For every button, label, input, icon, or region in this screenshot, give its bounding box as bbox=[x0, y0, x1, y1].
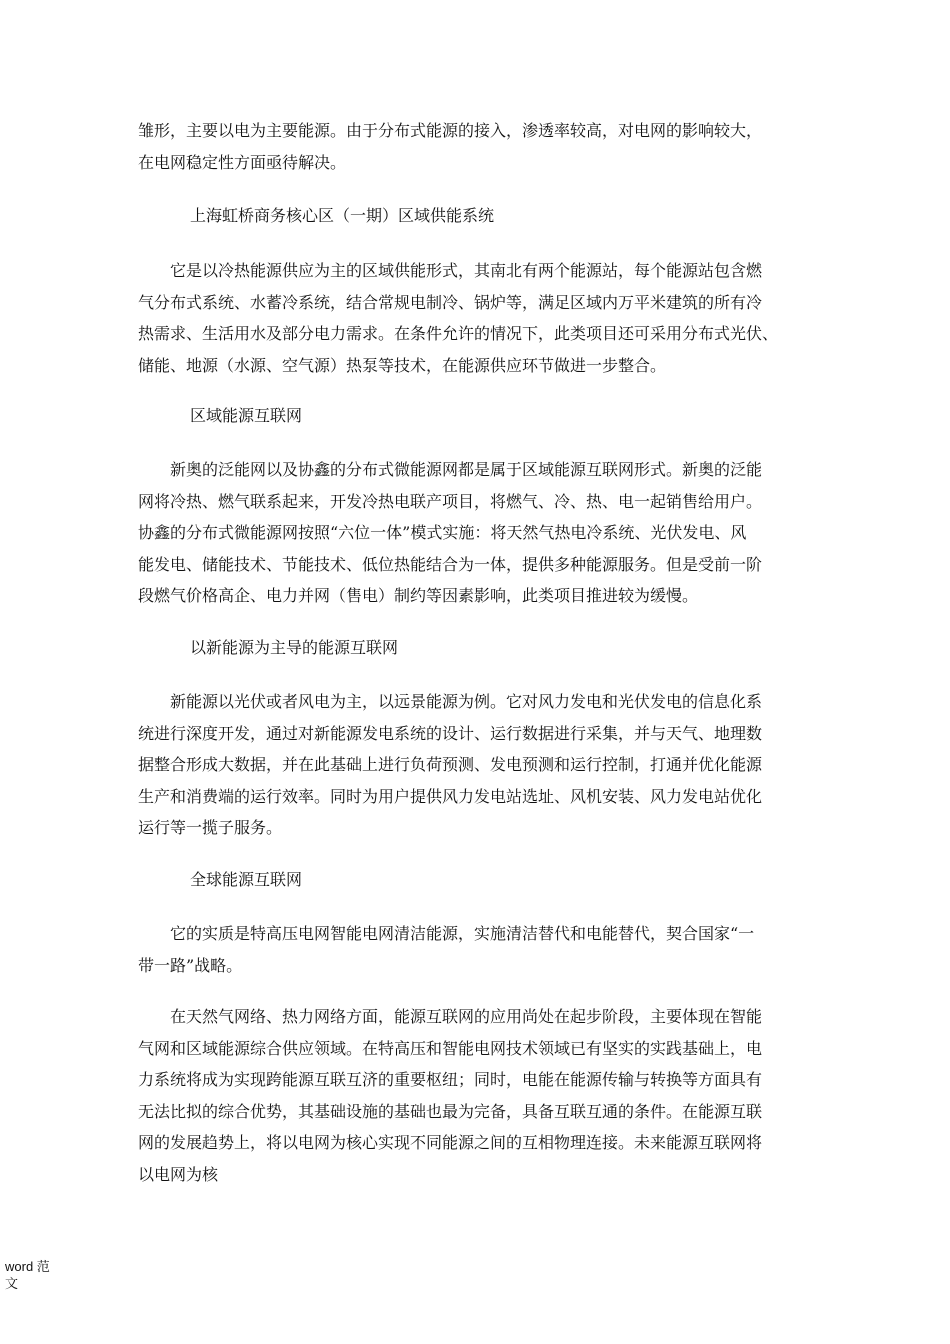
section-heading: 全球能源互联网 bbox=[190, 870, 303, 889]
paragraph bbox=[138, 454, 818, 612]
paragraph bbox=[138, 686, 818, 844]
text-line: 带一路”战略。 bbox=[138, 955, 243, 975]
text-line: 在天然气网络、热力网络方面，能源互联网的应用尚处在起步阶段，主要体现在智能 bbox=[138, 1007, 763, 1026]
section-heading: 上海虹桥商务核心区（一期）区域供能系统 bbox=[190, 206, 495, 225]
paragraph bbox=[138, 918, 818, 981]
text-line: 它的实质是特高压电网智能电网清洁能源，实施清洁替代和电能替代，契合国家“一 bbox=[138, 924, 755, 943]
text-line: 力系统将成为实现跨能源互联互济的重要枢纽；同时，电能在能源传输与转换等方面具有 bbox=[138, 1070, 763, 1089]
section-heading: 以新能源为主导的能源互联网 bbox=[190, 638, 399, 657]
text-line: 段燃气价格高企、电力并网（售电）制约等因素影响，此类项目推进较为缓慢。 bbox=[138, 586, 699, 605]
text-line: 在电网稳定性方面亟待解决。 bbox=[138, 152, 347, 172]
text-line: 能发电、储能技术、节能技术、低位热能结合为一体，提供多种能源服务。但是受前一阶 bbox=[138, 554, 763, 574]
footer-line: 文 bbox=[5, 1276, 19, 1291]
paragraph bbox=[138, 255, 818, 381]
text-line: 它是以冷热能源供应为主的区域供能形式，其南北有两个能源站，每个能源站包含燃 bbox=[138, 261, 763, 280]
text-line: 运行等一揽子服务。 bbox=[138, 818, 283, 837]
text-line: 气分布式系统、水蓄冷系统，结合常规电制冷、锅炉等，满足区域内万平米建筑的所有冷 bbox=[138, 292, 763, 312]
text-line: 热需求、生活用水及部分电力需求。在条件允许的情况下，此类项目还可采用分布式光伏、 bbox=[138, 324, 779, 343]
text-line: 生产和消费端的运行效率。同时为用户提供风力发电站选址、风机安装、风力发电站优化 bbox=[138, 786, 763, 806]
paragraph bbox=[138, 115, 818, 178]
text-line: 雏形，主要以电为主要能源。由于分布式能源的接入，渗透率较高，对电网的影响较大， bbox=[138, 121, 763, 140]
text-line: 网将冷热、燃气联系起来，开发冷热电联产项目，将燃气、冷、热、电一起销售给用户。 bbox=[138, 491, 763, 511]
text-line: 以电网为核 bbox=[138, 1164, 219, 1184]
footer-watermark bbox=[5, 1258, 55, 1292]
paragraph bbox=[138, 1001, 818, 1190]
text-line: 统进行深度开发，通过对新能源发电系统的设计、运行数据进行采集，并与天气、地理数 bbox=[138, 723, 763, 743]
text-line: 协鑫的分布式微能源网按照“六位一体”模式实施：将天然气热电冷系统、光伏发电、风 bbox=[138, 523, 747, 542]
section-heading: 区域能源互联网 bbox=[190, 406, 303, 425]
text-line: 无法比拟的综合优势，其基础设施的基础也最为完备，具备互联互通的条件。在能源互联 bbox=[138, 1101, 763, 1121]
text-line: 据整合形成大数据，并在此基础上进行负荷预测、发电预测和运行控制，打通并优化能源 bbox=[138, 755, 763, 774]
text-line: 新能源以光伏或者风电为主，以远景能源为例。它对风力发电和光伏发电的信息化系 bbox=[138, 692, 763, 711]
text-line: 网的发展趋势上，将以电网为核心实现不同能源之间的互相物理连接。未来能源互联网将 bbox=[138, 1133, 763, 1152]
footer-line: word 范 bbox=[5, 1259, 50, 1274]
text-line: 新奥的泛能网以及协鑫的分布式微能源网都是属于区域能源互联网形式。新奥的泛能 bbox=[138, 460, 763, 479]
text-line: 储能、地源（水源、空气源）热泵等技术，在能源供应环节做进一步整合。 bbox=[138, 355, 667, 375]
text-line: 气网和区域能源综合供应领域。在特高压和智能电网技术领域已有坚实的实践基础上，电 bbox=[138, 1038, 763, 1058]
